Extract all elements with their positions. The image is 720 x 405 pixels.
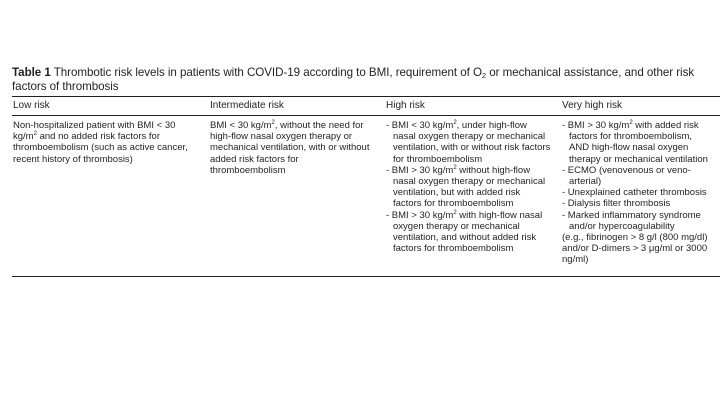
intermediate-risk-text xyxy=(210,120,375,176)
very-high-risk-example: (e.g., fibrinogen > 8 g/l (800 mg/dl) and/or D-dimers > 3 μg/ml or 3000 ng/ml) xyxy=(562,232,708,266)
table-label: Table 1 xyxy=(12,66,51,79)
very-high-risk-item: - Dialysis filter thrombosis xyxy=(562,198,671,210)
very-high-item-1-a: - BMI > 30 kg/m xyxy=(562,120,630,131)
risk-table xyxy=(12,96,720,277)
caption-subscript: 2 xyxy=(481,71,487,80)
low-risk-text-b: and no added risk factors for thromboembolism (such as active cancer, recent history of thrombosis) xyxy=(13,131,188,165)
cell-high-risk xyxy=(385,116,561,277)
high-item-1-sup: 2 xyxy=(453,120,457,126)
high-risk-item xyxy=(386,210,551,255)
cell-low-risk xyxy=(12,116,209,277)
header-very-high-risk: Very high risk xyxy=(561,97,720,116)
intermediate-sup: 2 xyxy=(271,120,275,126)
high-item-2-b: without high-flow nasal oxygen therapy or mechanical ventilation, but with added risk factors for thromboembolism xyxy=(393,164,546,210)
very-high-risk-item: - Unexplained catheter thrombosis xyxy=(562,187,707,199)
high-risk-item xyxy=(386,165,551,210)
table-figure xyxy=(12,66,716,277)
high-item-3-a: - BMI > 30 kg/m xyxy=(386,209,454,221)
high-item-2-a: - BMI > 30 kg/m xyxy=(386,164,454,176)
header-intermediate-risk: Intermediate risk xyxy=(209,97,385,116)
table-caption xyxy=(12,66,716,94)
header-low-risk: Low risk xyxy=(12,97,209,116)
low-risk-text xyxy=(13,120,199,165)
very-high-risk-item xyxy=(562,120,710,165)
very-high-risk-item: - ECMO (venovenous or veno-arterial) xyxy=(562,164,691,188)
high-risk-item xyxy=(386,120,551,165)
intermediate-text-a: BMI < 30 kg/m xyxy=(210,120,272,131)
high-item-1-b: , under high-flow nasal oxygen therapy or mechanical ventilation, with or without risk factors for thromboembolism xyxy=(393,120,551,165)
low-risk-sup: 2 xyxy=(33,131,37,138)
table-row xyxy=(12,116,720,277)
cell-very-high-risk xyxy=(561,116,720,277)
high-item-3-b: with high-flow nasal oxygen therapy or mechanical ventilation, and without added risk factors for thromboembolism xyxy=(393,209,543,255)
high-item-1-a: - BMI < 30 kg/m xyxy=(386,120,454,131)
very-high-risk-item: - Marked inflammatory syndrome and/or hypercoagulability xyxy=(562,209,701,232)
cell-intermediate-risk xyxy=(209,116,385,277)
header-high-risk: High risk xyxy=(385,97,561,116)
caption-text: Thrombotic risk levels in patients with COVID-19 according to BMI, requirement of O xyxy=(50,66,482,79)
very-high-item-1-b: with added risk factors for thromboembolism, AND high-flow nasal oxygen therapy or mechanical ventilation xyxy=(569,120,708,165)
intermediate-text-b: , without the need for high-flow nasal oxygen therapy or mechanical ventilation, with or without added risk factors for thromboembolism xyxy=(210,120,370,176)
high-item-2-sup: 2 xyxy=(453,164,457,171)
header-row xyxy=(12,97,720,116)
caption-text-end: or mechanical assistance, and other risk factors of thrombosis xyxy=(12,66,695,93)
high-item-3-sup: 2 xyxy=(453,209,457,216)
low-risk-text-a: Non-hospitalized patient with BMI < 30 kg/m xyxy=(13,120,176,143)
very-high-item-1-sup: 2 xyxy=(629,120,633,126)
